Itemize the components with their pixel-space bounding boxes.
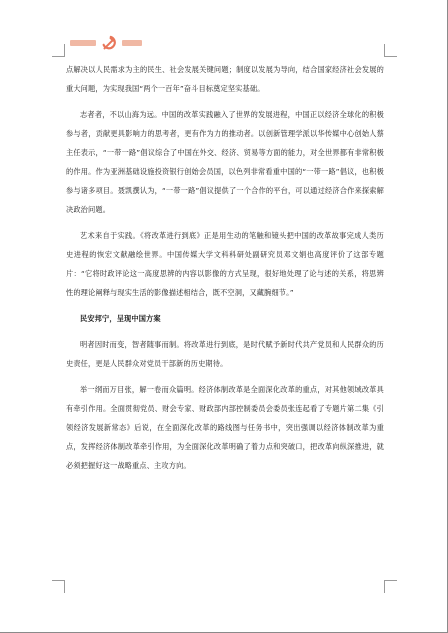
paragraph: 点解决以人民需求为主的民生、社会发展关键问题；制度以发展为导向，结合国家经济社会发展的重大问题，为实现我国“两个一百年”奋斗目标奠定坚实基础。 — [66, 65, 384, 93]
crop-mark-top-right — [384, 44, 397, 57]
document-body — [66, 60, 384, 482]
paragraph: 志者者，不以山海为远。中国的改革实践融入了世界的发展进程，中国正以经济全球化的积极参与者，贡献更具影响力的思考者，更有作为力的推动者。以创新管理学派以华传媒中心创始人蔡主任表示，“一带一路”倡议综合了中国在外交、经济、贸易等方面的能力，对全世界都有非常积极的作用。作为亚洲基础设施投资银行创始会员国，以色列非常看重中国的“一带一路”倡议，也积极参与诸多项目。聂凯撰认为，“一带一路”倡议提供了一个合作的平台，可以通过经济合作来探索解决政治问题。 — [66, 110, 384, 214]
hammer-sickle-icon — [100, 34, 118, 52]
section-heading: 民安邦宁，呈现中国方案 — [80, 314, 161, 323]
paragraph: 艺术来自于实践。《将改革进行到底》正是用生动的笔触和镜头把中国的改革故事完成人类历史进程的恢宏文献融绘世界。中国传媒大学文科科研处副研究员邓文娟也高度评价了这部专题片：“它将时政评论这一高度思辨的内容以影像的方式呈现，很好地处理了论与述的关系，将思辨性的理论阐释与现实生活的影像描述相结合，既不空洞，又藏腕细节。” — [66, 231, 384, 297]
crop-mark-bottom-right — [384, 580, 397, 593]
header-bar-right — [122, 40, 142, 46]
crop-mark-top-left — [52, 44, 65, 57]
paragraph: 举一纲而万目张，解一卷而众篇明。经济体制改革是全面深化改革的重点，对其他领域改革具有牵引作用。全面贯彻党员、财会专家、财政部内部控制委员会委员张连起看了专题片第二集《引领经济发展新常态》后说，在全面深化改革的路线图与任务书中，突出强调以经济体制改革为重点，发挥经济体制改革牵引作用，为全面深化改革明确了着力点和突破口，把改革向纵深推进，就必须把握好这一战略重点、主攻方向。 — [66, 385, 384, 470]
crop-mark-bottom-left — [52, 580, 65, 593]
paragraph: 明者因时而变，智者随事而制。将改革进行到底，是时代赋予新时代共产党员和人民群众的历史责任，更是人民群众对党员干部新的历史期待。 — [66, 340, 384, 368]
header-bar-left — [70, 40, 96, 46]
